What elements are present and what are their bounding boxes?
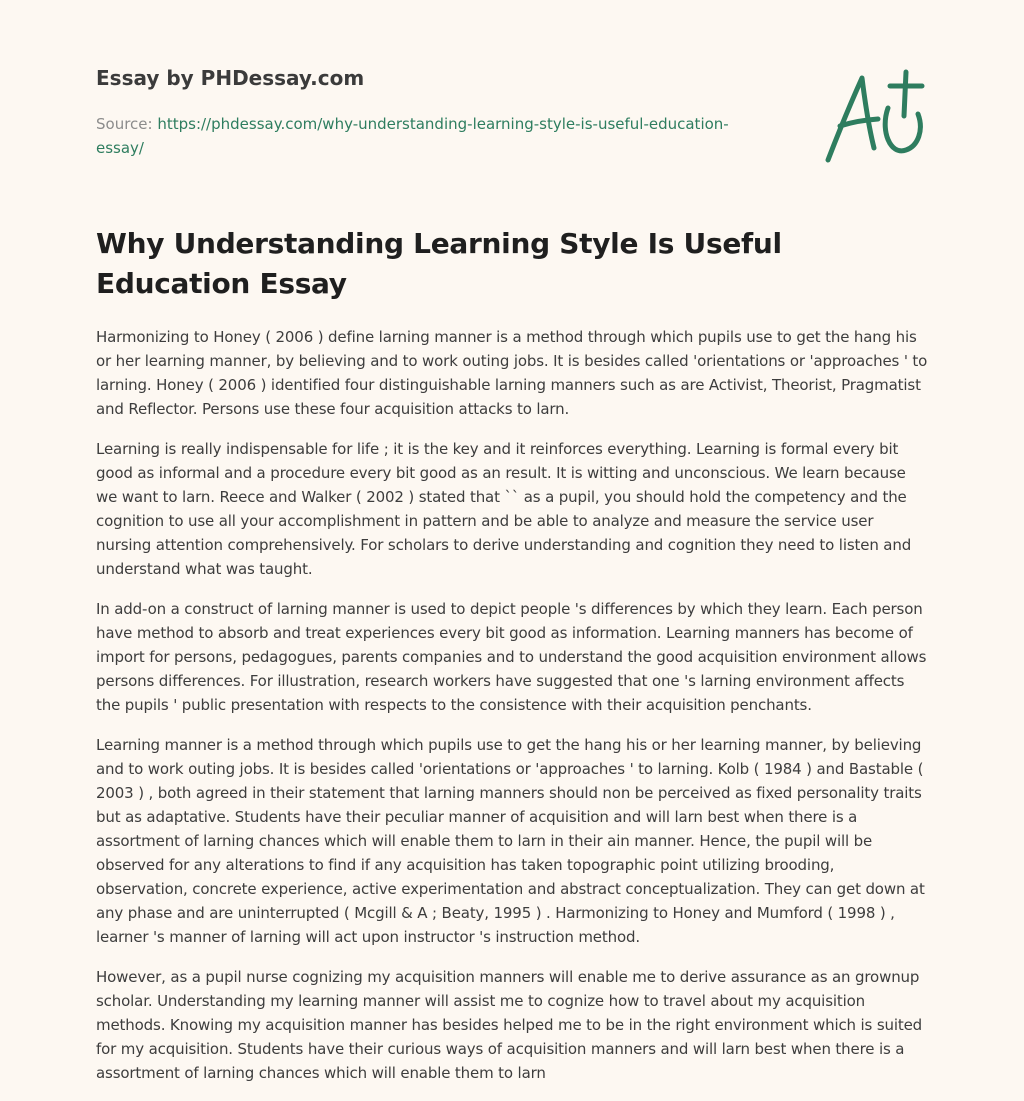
page-header: [96, 64, 756, 160]
essay-paragraph: However, as a pupil nurse cognizing my acquisition manners will enable me to derive assurance as an grownup scholar. Understanding my learning manner will assist me to cognize how to travel about my acquisition methods. Knowing my acquisition manner has besides helped me to be in the right environment which is suited for my acquisition. Students have their curious ways of acquisition manners and will larn best when there is a assortment of larning chances which will enable them to larn: [96, 968, 923, 1082]
site-title: Essay by PHDessay.com: [96, 66, 365, 90]
a-plus-logo-icon: [818, 64, 930, 168]
essay-paragraph: Learning manner is a method through which pupils use to get the hang his or her learning manner, by believing and to work outing jobs. It is besides called 'orientations or 'approaches ' to larning. Kolb ( 1984 ) and Bastable ( 2003 ) , both agreed in their statement that larning manners should non be perceived as fixed personality traits but as adaptative. Students have their peculiar manner of acquisition and will larn best when there is a assortment of larning chances which will enable them to larn in their ain manner. Hence, the pupil will be observed for any alterations to find if any acquisition has taken topographic point utilizing brooding, observation, concrete experience, active experimentation and abstract conceptualization. They can get down at any phase and are uninterrupted ( Mcgill & A ; Beaty, 1995 ) . Harmonizing to Honey and Mumford ( 1998 ) , learner 's manner of larning will act upon instructor 's instruction method.: [96, 736, 925, 946]
essay-body: [96, 325, 930, 1101]
essay-title: Why Understanding Learning Style Is Useful Education Essay: [96, 227, 782, 300]
source-label: Source:: [96, 115, 158, 133]
source-link[interactable]: https://phdessay.com/why-understanding-learning-style-is-useful-education-essay/: [96, 115, 729, 157]
essay-paragraph: In add-on a construct of larning manner is used to depict people 's differences by which they learn. Each person have method to absorb and treat experiences every bit good as information. Learning manners has become of import for persons, pedagogues, parents companies and to understand the good acquisition environment allows persons differences. For illustration, research workers have suggested that one 's larning environment affects the pupils ' public presentation with respects to the consistence with their acquisition penchants.: [96, 600, 927, 714]
source-line: [96, 112, 746, 160]
essay-paragraph: Learning is really indispensable for life ; it is the key and it reinforces everything. Learning is formal every bit good as informal and a procedure every bit good as an result. It is witting and unconscious. We learn because we want to larn. Reece and Walker ( 2002 ) stated that `` as a pupil, you should hold the competency and the cognition to use all your accomplishment in pattern and be able to analyze and measure the service user nursing attention comprehensively. For scholars to derive understanding and cognition they need to listen and understand what was taught.: [96, 440, 912, 578]
essay-paragraph: Harmonizing to Honey ( 2006 ) define larning manner is a method through which pupils use to get the hang his or her learning manner, by believing and to work outing jobs. It is besides called 'orientations or 'approaches ' to larning. Honey ( 2006 ) identified four distinguishable larning manners such as are Activist, Theorist, Pragmatist and Reflector. Persons use these four acquisition attacks to larn.: [96, 328, 928, 418]
